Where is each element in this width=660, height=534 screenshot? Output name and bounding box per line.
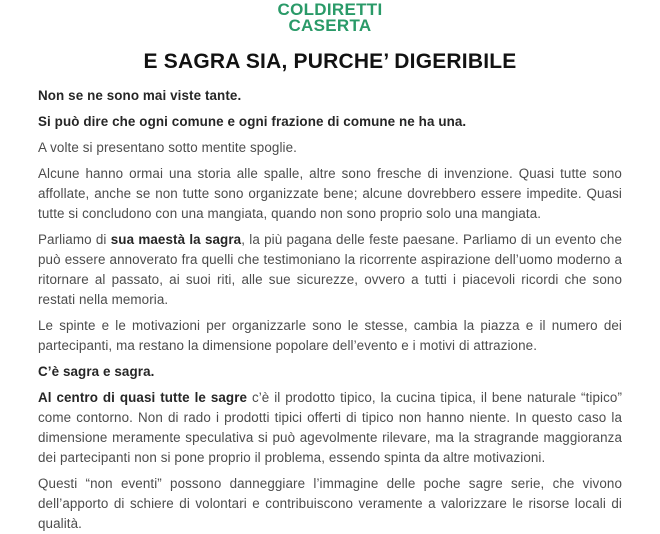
paragraph-bold-segment: Al centro di quasi tutte le sagre xyxy=(38,390,248,405)
paragraph xyxy=(38,112,622,132)
paragraph xyxy=(38,138,622,158)
paragraph-segment: , la più pagana delle feste paesane. Parliamo di un evento che può essere annoverato fra quelli che testimoniano la ricorrente aspirazione dell’uomo moderno a ritornare al passato, ai suoi riti, alle sue sicurezze, ovvero a tutti i piacevoli ricordi che sono restati nella memoria. xyxy=(38,232,622,307)
paragraph-bold-segment: sua maestà la sagra xyxy=(110,232,242,247)
article-body xyxy=(38,86,622,534)
paragraph-bold-segment: Non se ne sono mai viste tante. xyxy=(38,88,242,103)
paragraph xyxy=(38,474,622,534)
logo-line-caserta: CASERTA xyxy=(288,16,372,35)
paragraph xyxy=(38,362,622,382)
paragraph xyxy=(38,230,622,310)
paragraph-bold-segment: C’è sagra e sagra. xyxy=(38,364,155,379)
paragraph xyxy=(38,388,622,468)
paragraph-bold-segment: Si può dire che ogni comune e ogni frazione di comune ne ha una. xyxy=(38,114,467,129)
paragraph-segment: A volte si presentano sotto mentite spoglie. xyxy=(38,140,297,155)
paragraph xyxy=(38,164,622,224)
paragraph xyxy=(38,86,622,106)
paragraph-segment: Alcune hanno ormai una storia alle spalle, altre sono fresche di invenzione. Quasi tutte sono affollate, anche se non tutte sono organizzate bene; alcune dovrebbero essere impedite. Quasi tutte si concludono con una mangiata, quando non sono proprio solo una mangiata. xyxy=(38,166,622,221)
paragraph-segment: Questi “non eventi” possono danneggiare l’immagine delle poche sagre serie, che vivono dell’apporto di schiere di volontari e contribuiscono veramente a valorizzare le risorse locali di qualità. xyxy=(38,476,622,531)
paragraph-segment: Parliamo di xyxy=(38,232,111,247)
paragraph-segment: c’è il prodotto tipico, la cucina tipica, il bene naturale “tipico” come contorno. Non di rado i prodotti tipici offerti di tipico non hanno niente. In questo caso la dimensione meramente speculativa si può agevolmente rilevare, ma la stragrande maggioranza dei partecipanti non si pone proprio il problema, essendo spinta da altre motivazioni. xyxy=(38,390,623,465)
coldiretti-caserta-logo xyxy=(0,0,660,34)
paragraph xyxy=(38,316,622,356)
logo-line-coldiretti: COLDIRETTI xyxy=(277,0,383,19)
paragraph-segment: Le spinte e le motivazioni per organizzarle sono le stesse, cambia la piazza e il numero dei partecipanti, ma restano la dimensione popolare dell’evento e i motivi di attrazione. xyxy=(38,318,622,353)
page-title: E SAGRA SIA, PURCHE’ DIGERIBILE xyxy=(143,50,517,73)
